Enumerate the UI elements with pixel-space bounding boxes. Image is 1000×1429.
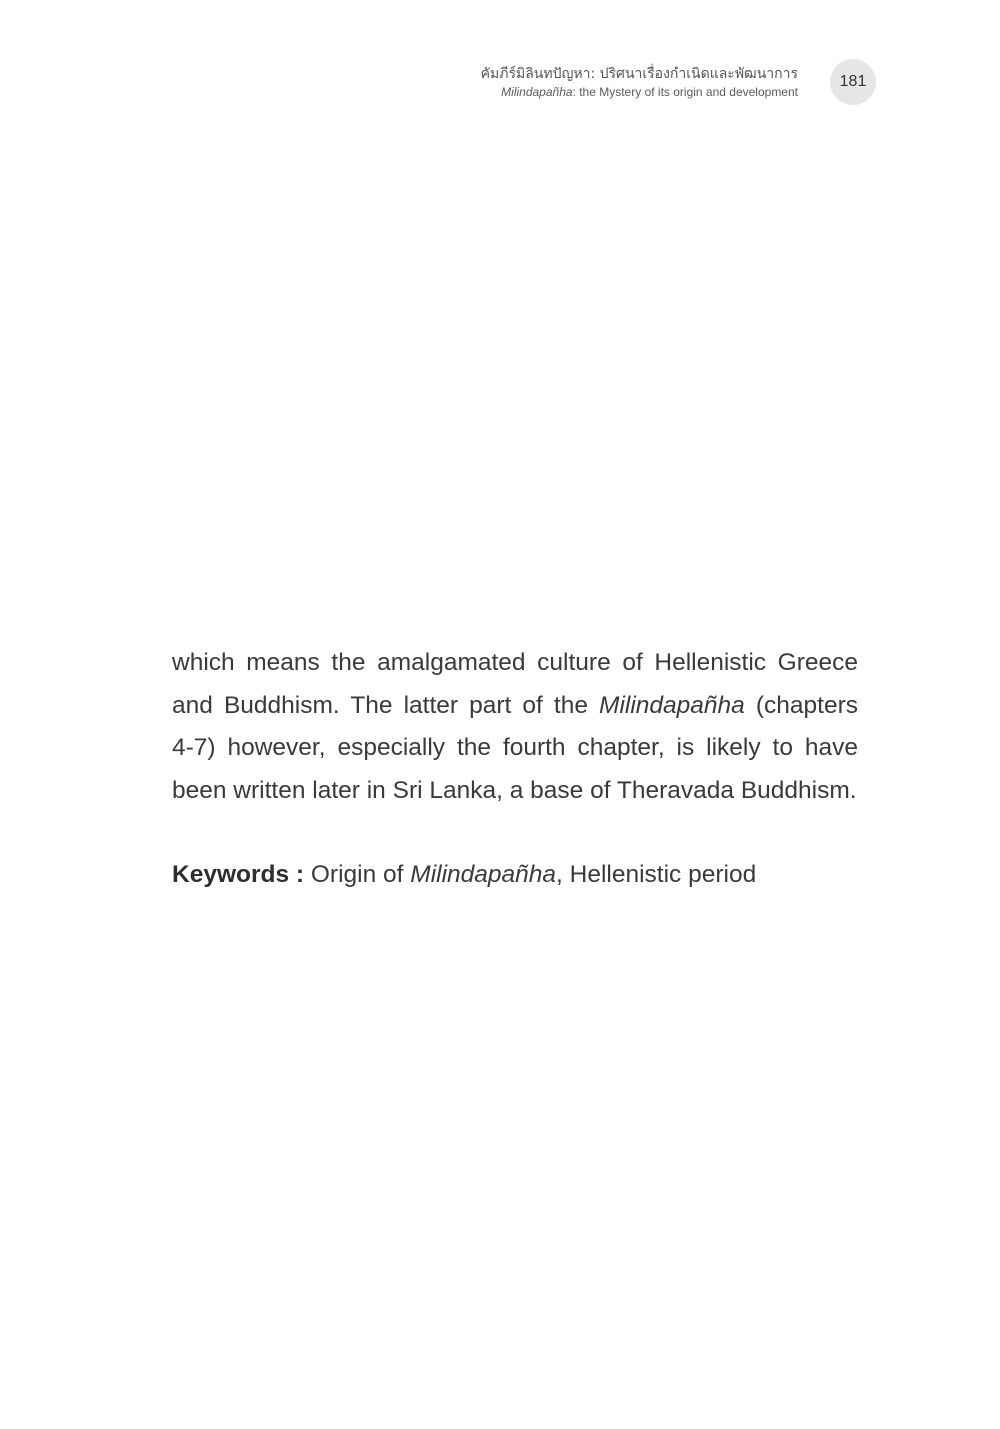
header-english-title: [278, 84, 798, 100]
paragraph-line-1: [172, 642, 858, 685]
header-english-title-italic: Milindapañha: [501, 85, 573, 99]
paragraph-line-1-text: which means the amalgamated culture of Hellenistic Greece: [172, 649, 858, 676]
paragraph-line-4: [172, 770, 858, 813]
paragraph-line-3: [172, 727, 858, 770]
keywords-text-start: Origin of: [304, 861, 411, 888]
running-header: [278, 64, 798, 100]
page-number-badge: [830, 59, 876, 105]
keywords-label: Keywords :: [172, 861, 305, 888]
paragraph-line-3-text: 4-7) however, especially the fourth chapter, is likely to have: [172, 734, 858, 761]
keywords-text-end: , Hellenistic period: [556, 861, 757, 888]
header-english-title-rest: : the Mystery of its origin and development: [572, 85, 798, 99]
paragraph-line-2-text-end: (chapters: [744, 691, 858, 719]
page-number: 181: [839, 73, 867, 90]
paragraph-line-4-text: been written later in Sri Lanka, a base of Theravada Buddhism.: [172, 776, 857, 804]
paragraph-line-2: [172, 685, 858, 728]
header-thai-title: คัมภีร์มิลินทปัญหา: ปริศนาเรื่องกำเนิดและพัฒนาการ: [480, 66, 798, 82]
abstract-paragraph: [172, 642, 858, 812]
paragraph-line-2-text-start: and Buddhism. The latter part of the: [172, 691, 600, 719]
paragraph-line-2-italic-title: Milindapañha: [599, 691, 745, 719]
keywords-line: [172, 854, 858, 896]
keywords-italic-title: Milindapañha: [410, 861, 557, 888]
